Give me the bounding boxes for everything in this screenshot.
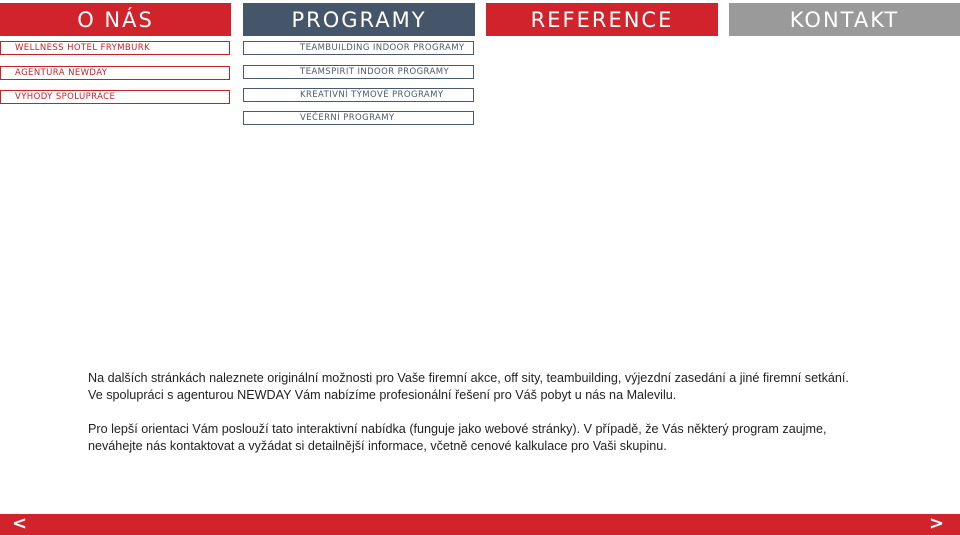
intro-line-4: neváhejte nás kontaktovat a vyžádat si detailnější informace, včetně cenové kalkulace pro Vaši skupinu.: [88, 439, 667, 453]
submenu-label: AGENTURA NEWDAY: [15, 68, 108, 78]
tab-kontakt[interactable]: [729, 3, 960, 36]
submenu-label: KREATIVNÍ TÝMOVÉ PROGRAMY: [300, 90, 444, 100]
tab-reference-label: REFERENCE: [530, 7, 674, 32]
next-page-button[interactable]: >: [929, 513, 945, 534]
submenu-teambuilding[interactable]: [243, 41, 474, 55]
submenu-label: TEAMSPIRIT INDOOR PROGRAMY: [300, 67, 450, 77]
submenu-vecerni[interactable]: [243, 111, 474, 125]
submenu-teamspirit[interactable]: [243, 65, 474, 79]
tab-kontakt-label: KONTAKT: [789, 7, 900, 32]
tab-o-nas[interactable]: [0, 3, 231, 36]
intro-line-2: Ve spolupráci s agenturou NEWDAY Vám nabízíme profesionální řešení pro Váš pobyt u nás na Malevilu.: [88, 388, 677, 402]
intro-line-1: Na dalších stránkách naleznete originální možnosti pro Vaše firemní akce, off sity, teambuilding, výjezdní zasedání a jiné firemní setkání.: [88, 371, 849, 385]
submenu-kreativni[interactable]: [243, 88, 474, 102]
submenu-wellness-hotel[interactable]: [0, 41, 230, 55]
submenu-label: WELLNESS HOTEL FRYMBURK: [15, 43, 151, 53]
footer-bar: [0, 514, 960, 535]
submenu-vyhody-spoluprace[interactable]: [0, 90, 230, 104]
submenu-label: VEČERNÍ PROGRAMY: [300, 113, 395, 123]
intro-text-block-1: [88, 370, 888, 404]
tab-programy[interactable]: [243, 3, 475, 36]
submenu-label: VÝHODY SPOLUPRÁCE: [15, 92, 116, 102]
prev-page-button[interactable]: <: [12, 513, 28, 534]
intro-line-3: Pro lepší orientaci Vám poslouží tato interaktivní nabídka (funguje jako webové stránky). V případě, že Vás některý program zaujme,: [88, 422, 827, 436]
submenu-label: TEAMBUILDING INDOOR PROGRAMY: [300, 43, 465, 53]
intro-text-block-2: [88, 421, 888, 455]
tab-reference[interactable]: [486, 3, 718, 36]
submenu-agentura-newday[interactable]: [0, 66, 230, 80]
tab-o-nas-label: O NÁS: [77, 7, 154, 32]
tab-programy-label: PROGRAMY: [291, 7, 427, 32]
